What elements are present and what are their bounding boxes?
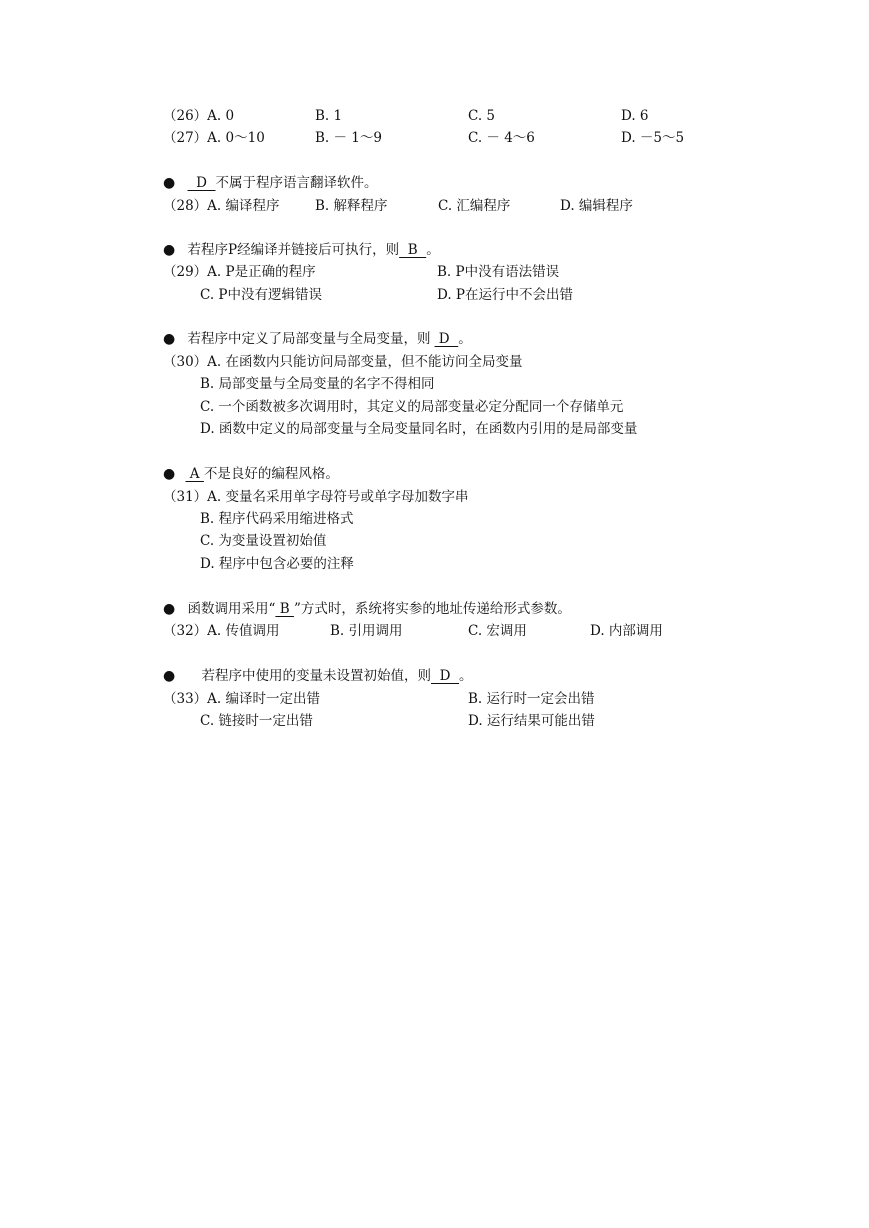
stem-text: 函数调用采用“ <box>187 601 276 617</box>
q27-option-b: B. － 1～9 <box>315 130 382 146</box>
stem-text: 不是良好的编程风格。 <box>203 466 339 482</box>
stem-text: 若程序P经编译并链接后可执行，则 <box>187 242 400 258</box>
question-stem-32 <box>163 600 571 618</box>
bullet-icon: ● <box>163 331 176 347</box>
question-stem-33 <box>163 667 473 685</box>
question-stem-31 <box>163 465 339 483</box>
bullet-icon: ● <box>163 668 176 684</box>
q30-option-d: D. 函数中定义的局部变量与全局变量同名时，在函数内引用的是局部变量 <box>200 421 638 437</box>
q30-option-a: （30）A. 在函数内只能访问局部变量，但不能访问全局变量 <box>163 354 523 370</box>
q31-option-b: B. 程序代码采用缩进格式 <box>200 511 354 527</box>
q26-option-d: D. 6 <box>621 108 649 124</box>
stem-text: 不属于程序语言翻译软件。 <box>215 175 378 191</box>
stem-end: 。 <box>459 668 473 684</box>
q28-option-d: D. 编辑程序 <box>560 198 633 214</box>
bullet-icon: ● <box>163 466 176 482</box>
stem-end: ”方式时，系统将实参的地址传递给形式参数。 <box>293 601 571 617</box>
q27-option-a: （27）A. 0～10 <box>163 130 265 146</box>
answer-blank: D <box>431 668 460 684</box>
q29-option-b: B. P中没有语法错误 <box>437 264 560 280</box>
q29-option-d: D. P在运行中不会出错 <box>437 287 574 303</box>
q33-option-b: B. 运行时一定会出错 <box>468 691 595 707</box>
q33-option-d: D. 运行结果可能出错 <box>468 713 595 729</box>
q29-option-a: （29）A. P是正确的程序 <box>163 264 316 280</box>
q32-option-a: （32）A. 传值调用 <box>163 623 280 639</box>
stem-text: 若程序中定义了局部变量与全局变量，则 <box>187 331 431 347</box>
answer-blank: D <box>187 175 216 191</box>
q26-option-c: C. 5 <box>468 108 496 124</box>
q28-option-a: （28）A. 编译程序 <box>163 198 280 214</box>
bullet-icon: ● <box>163 601 176 617</box>
stem-end: 。 <box>458 331 472 347</box>
answer-blank: A <box>185 466 204 482</box>
q32-option-b: B. 引用调用 <box>330 623 403 639</box>
q30-option-b: B. 局部变量与全局变量的名字不得相同 <box>200 376 435 392</box>
q29-option-c: C. P中没有逻辑错误 <box>200 287 323 303</box>
q30-option-c: C. 一个函数被多次调用时，其定义的局部变量必定分配同一个存储单元 <box>200 399 624 415</box>
q26-option-a: （26）A. 0 <box>163 108 235 124</box>
stem-text: 若程序中使用的变量未设置初始值，则 <box>201 668 432 684</box>
q31-option-a: （31）A. 变量名采用单字母符号或单字母加数字串 <box>163 489 469 505</box>
q33-option-c: C. 链接时一定出错 <box>200 713 313 729</box>
question-stem-29 <box>163 241 440 259</box>
q32-option-d: D. 内部调用 <box>590 623 663 639</box>
answer-blank: B <box>399 242 427 258</box>
answer-blank: B <box>275 601 294 617</box>
answer-blank: D <box>434 331 459 347</box>
question-stem-28 <box>163 174 378 192</box>
stem-end: 。 <box>426 242 440 258</box>
q28-option-c: C. 汇编程序 <box>438 198 511 214</box>
q28-option-b: B. 解释程序 <box>315 198 388 214</box>
bullet-icon: ● <box>163 175 176 191</box>
q32-option-c: C. 宏调用 <box>468 623 527 639</box>
q31-option-c: C. 为变量设置初始值 <box>200 533 327 549</box>
q27-option-d: D. －5～5 <box>621 130 685 146</box>
q33-option-a: （33）A. 编译时一定出错 <box>163 691 321 707</box>
question-stem-30 <box>163 330 472 348</box>
q31-option-d: D. 程序中包含必要的注释 <box>200 556 354 572</box>
q26-option-b: B. 1 <box>315 108 343 124</box>
q27-option-c: C. － 4～6 <box>468 130 535 146</box>
bullet-icon: ● <box>163 242 176 258</box>
